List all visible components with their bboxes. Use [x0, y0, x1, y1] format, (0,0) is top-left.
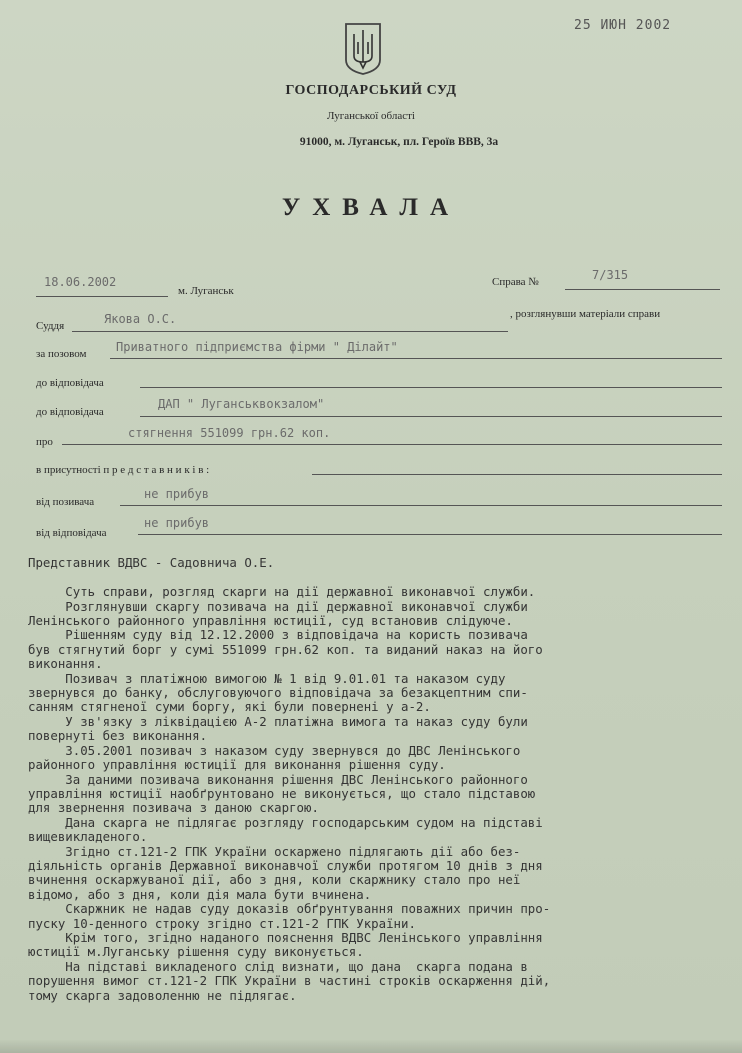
subject-value: стягнення 551099 грн.62 коп. — [128, 426, 331, 440]
subject-label: про — [36, 436, 53, 448]
court-region: Луганської області — [327, 110, 415, 122]
judge-label: Суддя — [36, 320, 65, 332]
body-line: вчинення оскаржуваної дії, або з дня, коли скаржнику стало про неї — [28, 872, 521, 888]
case-label: Справа № — [492, 276, 539, 288]
plaintiff-rep-label: від позивача — [36, 496, 95, 508]
judge-underline — [72, 331, 508, 332]
plaintiff-rep-value: не прибув — [144, 487, 210, 501]
body-line: Представник ВДВС - Садовнича О.Е. — [28, 555, 275, 571]
body-line: тому скарга задоволенню не підлягає. — [28, 987, 297, 1003]
case-underline — [565, 289, 720, 290]
trident-emblem-icon — [344, 22, 382, 76]
defendant-rep-value: не прибув — [144, 516, 210, 530]
body-line: На підставі викладеного слід визнати, що дана скарга подана в — [28, 958, 528, 974]
body-line: юстиції м.Луганську рішення суду виконується. — [28, 944, 364, 960]
body-line: був стягнутий борг у сумі 551099 грн.62 коп. та виданий наказ на його — [28, 641, 543, 657]
document-title: УХВАЛА — [281, 194, 461, 221]
plaintiff-label: за позовом — [36, 348, 87, 360]
defendant-rep-underline — [138, 534, 722, 535]
body-line: За даними позивача виконання рішення ДВС Ленінського районного — [28, 771, 528, 787]
body-line: санням стягненої суми боргу, які були повернені у а-2. — [28, 699, 431, 715]
body-line: повернуті без виконання. — [28, 728, 208, 744]
defendant2-label: до відповідача — [36, 406, 104, 418]
body-line: Суть справи, розгляд скарги на дії державної виконавчої служби. — [28, 584, 536, 600]
case-number: 7/315 — [592, 268, 629, 282]
date-underline — [36, 296, 168, 297]
body-line: вищевикладеного. — [28, 829, 148, 845]
body-line: управління юстиції наобґрунтовано не виконується, що стало підставою — [28, 785, 536, 801]
ruling-date: 18.06.2002 — [44, 275, 117, 289]
defendant2-underline — [140, 416, 722, 417]
judge-name: Якова О.С. — [104, 312, 177, 326]
body-line — [28, 571, 718, 585]
presence-underline — [312, 474, 722, 475]
plaintiff-underline — [110, 358, 722, 359]
court-name: ГОСПОДАРСЬКИЙ СУД — [285, 83, 457, 98]
body-line: порушення вимог ст.121-2 ГПК України в частині строків оскарження дій, — [28, 973, 551, 989]
body-line: 3.05.2001 позивач з наказом суду звернувся до ДВС Ленінського — [28, 742, 521, 758]
body-line: Позивач з платіжною вимогою № 1 від 9.01.01 та наказом суду — [28, 670, 506, 686]
body-line: районного управління юстиції для виконання рішення суду. — [28, 757, 446, 773]
body-line: відомо, або з дня, коли дія мала бути вчинена. — [28, 886, 372, 902]
plaintiff-rep-underline — [120, 505, 722, 506]
defendant2-name: ДАП " Луганськвокзалом" — [158, 397, 325, 411]
defendant1-underline — [140, 387, 722, 388]
body-line: діяльність органів Державної виконавчої служби протягом 10 днів з дня — [28, 857, 543, 873]
body-line: Скаржник не надав суду доказів обґрунтування поважних причин про- — [28, 901, 551, 917]
plaintiff-name: Приватного підприємства фірми " Ділайт" — [116, 340, 398, 354]
judge-suffix: , розглянувши матеріали справи — [510, 308, 661, 320]
city-label: м. Луганськ — [178, 285, 234, 297]
presence-label: в присутності п р е д с т а в н и к і в : — [36, 464, 210, 476]
received-date-stamp: 25 ИЮН 2002 — [574, 18, 672, 33]
body-line: виконання. — [28, 656, 103, 672]
body-line: Розглянувши скаргу позивача на дії державної виконавчої служби — [28, 598, 528, 614]
body-line: Рішенням суду від 12.12.2000 з відповідача на користь позивача — [28, 627, 528, 643]
body-line: Крім того, згідно наданого пояснення ВДВС Ленінського управління — [28, 929, 543, 945]
body-line: Згідно ст.121-2 ГПК України оскаржено підлягають дії або без- — [28, 843, 521, 859]
body-line: Дана скарга не підлягає розгляду господарським судом на підставі — [28, 814, 543, 830]
ruling-body — [28, 542, 718, 1017]
body-line: для звернення позивача з даною скаргою. — [28, 800, 319, 816]
body-line: звернувся до банку, обслуговуючого відповідача за безакцептним спи- — [28, 685, 528, 701]
page-bottom-shadow — [0, 1039, 742, 1053]
body-line: У зв'язку з ліквідацією А-2 платіжна вимога та наказ суду були — [28, 713, 528, 729]
subject-underline — [62, 444, 722, 445]
body-line: Ленінського районного управління юстиції, суд встановив слідуюче. — [28, 613, 513, 629]
court-address: 91000, м. Луганськ, пл. Героїв ВВВ, 3а — [299, 136, 499, 148]
defendant1-label: до відповідача — [36, 377, 104, 389]
defendant-rep-label: від відповідача — [36, 527, 107, 539]
body-line: пуску 10-денного строку згідно ст.121-2 ГПК України. — [28, 915, 416, 931]
